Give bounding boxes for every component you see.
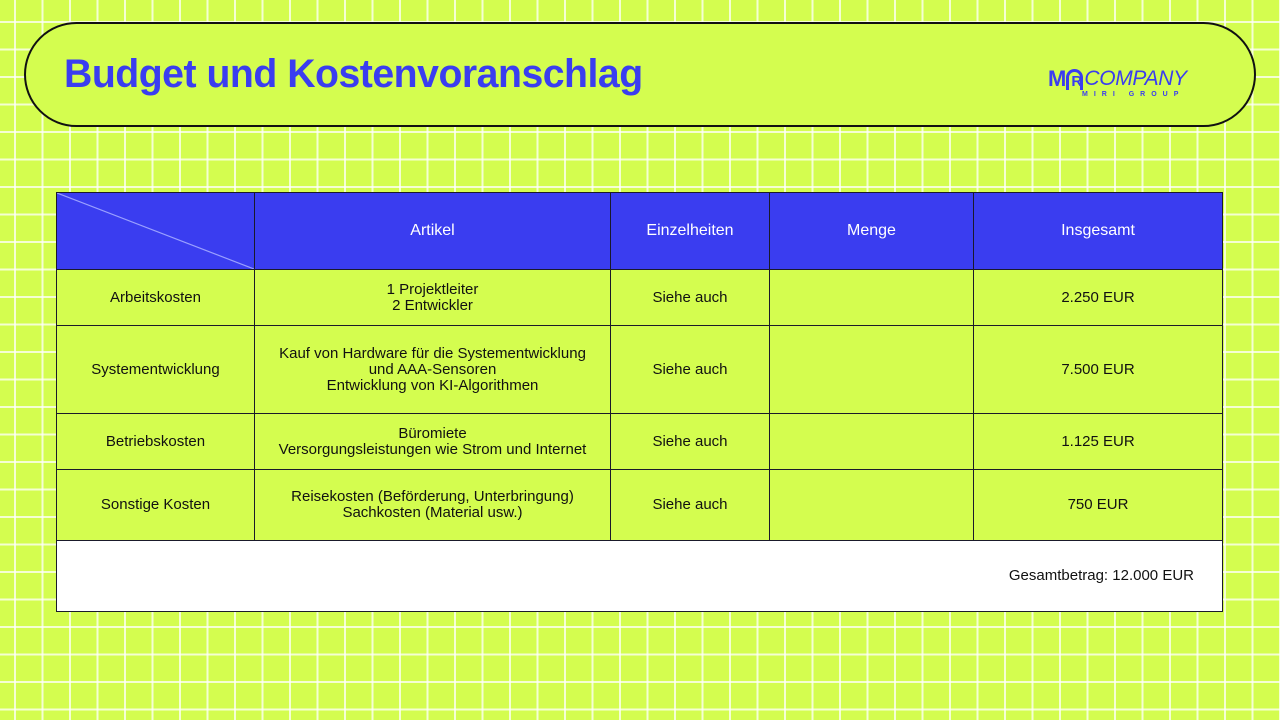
quantity-cell <box>770 326 974 414</box>
details-cell: Siehe auch <box>611 414 770 470</box>
column-header-artikel: Artikel <box>255 193 611 270</box>
item-line: und AAA-Sensoren <box>368 360 497 378</box>
diagonal-line-icon <box>57 193 254 269</box>
grand-total-row <box>57 541 1223 612</box>
logo-wordmark <box>1048 64 1208 90</box>
corner-header-cell <box>57 193 255 270</box>
item-line: Versorgungsleistungen wie Strom und Internet <box>278 440 587 458</box>
details-cell: Siehe auch <box>611 470 770 541</box>
column-header-einzelheiten: Einzelheiten <box>611 193 770 270</box>
item-line: Reisekosten (Beförderung, Unterbringung) <box>291 488 574 505</box>
table-row <box>57 326 1223 414</box>
total-cell: 2.250 EUR <box>974 270 1223 326</box>
total-cell: 750 EUR <box>974 470 1223 541</box>
title-banner <box>24 22 1256 127</box>
budget-table <box>56 192 1223 612</box>
quantity-cell <box>770 270 974 326</box>
logo-letter-r: R <box>1071 73 1083 90</box>
logo-letter-m: M <box>1048 66 1066 91</box>
company-logo <box>1048 64 1208 104</box>
column-header-menge: Menge <box>770 193 974 270</box>
item-line: 2 Entwickler <box>392 296 473 314</box>
category-cell: Sonstige Kosten <box>57 470 255 541</box>
logo-company-text: COMPANY <box>1084 67 1187 90</box>
quantity-cell <box>770 470 974 541</box>
item-line: Kauf von Hardware für die Systementwicklung <box>279 344 586 362</box>
items-cell <box>255 470 611 541</box>
table-header-row <box>57 193 1223 270</box>
item-line: Entwicklung von KI-Algorithmen <box>326 376 539 394</box>
category-cell: Systementwicklung <box>57 326 255 414</box>
items-cell <box>255 326 611 414</box>
table-row <box>57 414 1223 470</box>
details-cell: Siehe auch <box>611 270 770 326</box>
grand-total-cell: Gesamtbetrag: 12.000 EUR <box>57 541 1223 612</box>
quantity-cell <box>770 414 974 470</box>
table-row <box>57 270 1223 326</box>
item-line: 1 Projektleiter <box>386 280 479 298</box>
details-cell: Siehe auch <box>611 326 770 414</box>
table-row <box>57 470 1223 541</box>
total-cell: 7.500 EUR <box>974 326 1223 414</box>
category-cell: Betriebskosten <box>57 414 255 470</box>
column-header-insgesamt: Insgesamt <box>974 193 1223 270</box>
category-cell: Arbeitskosten <box>57 270 255 326</box>
logo-subtitle: MIRI GROUP <box>1082 91 1185 98</box>
item-line: Sachkosten (Material usw.) <box>342 504 523 521</box>
page-title: Budget und Kostenvoranschlag <box>64 52 643 96</box>
items-cell <box>255 414 611 470</box>
item-line: Büromiete <box>398 424 467 442</box>
total-cell: 1.125 EUR <box>974 414 1223 470</box>
items-cell <box>255 270 611 326</box>
arch-icon <box>1066 69 1083 90</box>
